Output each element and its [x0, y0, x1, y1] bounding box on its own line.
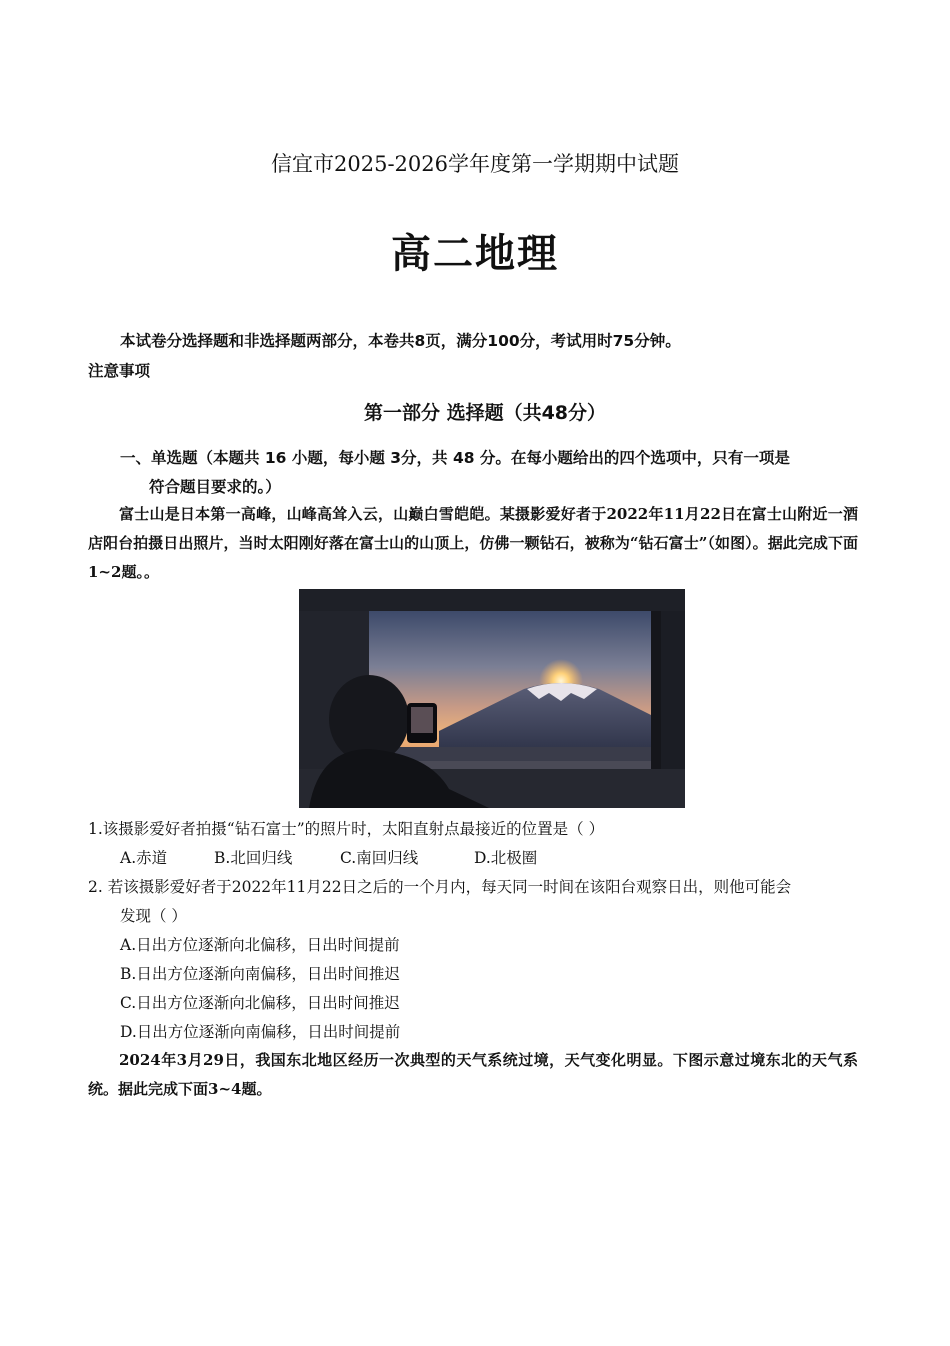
question-1-option-c: C.南回归线 [340, 849, 419, 867]
question-1-options [120, 844, 537, 873]
question-1-option-b: B.北回归线 [214, 849, 293, 867]
passage-fuji: 富士山是日本第一高峰，山峰高耸入云，山巅白雪皑皑。某摄影爱好者于2022年11月22日在富士山附近一酒店阳台拍摄日出照片，当时太阳刚好落在富士山的山顶上，仿佛一颗钻石，被称为“钻石富士”（如图）。据此完成下面1~2题。。 [88, 505, 858, 581]
question-2-option-b: B.日出方位逐渐向南偏移，日出时间推迟 [120, 965, 400, 983]
diamond-fuji-photo [299, 589, 685, 808]
question-2-stem [88, 873, 863, 931]
exam-title: 信宜市2025-2026学年度第一学期期中试题 [271, 152, 679, 176]
section-heading-line1: 一、单选题（本题共 16 小题，每小题 3分，共 48 分。在每小题给出的四个选项中，只有一项是 [120, 449, 790, 467]
question-1-stem: 1.该摄影爱好者拍摄“钻石富士”的照片时，太阳直射点最接近的位置是（ ） [88, 820, 605, 838]
exam-description: 本试卷分选择题和非选择题两部分，本卷共8页，满分100分，考试用时75分钟。 [120, 332, 681, 350]
section-heading [120, 444, 865, 502]
question-2-option-a: A.日出方位逐渐向北偏移，日出时间提前 [120, 936, 400, 954]
question-2-option-d: D.日出方位逐渐向南偏移，日出时间提前 [120, 1023, 401, 1041]
question-2-option-c: C.日出方位逐渐向北偏移，日出时间推迟 [120, 994, 400, 1012]
passage-weather-system: 2024年3月29日，我国东北地区经历一次典型的天气系统过境，天气变化明显。下图示意过境东北的天气系统。据此完成下面3~4题。 [88, 1051, 858, 1098]
notice-heading: 注意事项 [88, 362, 151, 380]
question-1-option-a: A.赤道 [120, 849, 168, 867]
question-2-stem-line2: 发现（ ） [120, 907, 187, 925]
subject-title: 高二地理 [391, 230, 559, 277]
question-2-stem-line1: 2. 若该摄影爱好者于2022年11月22日之后的一个月内，每天同一时间在该阳台观察日出，则他可能会 [88, 878, 792, 896]
part-one-title: 第一部分 选择题（共48分） [363, 402, 607, 424]
section-heading-line2: 符合题目要求的。） [149, 478, 281, 496]
question-1-option-d: D.北极圈 [474, 849, 538, 867]
